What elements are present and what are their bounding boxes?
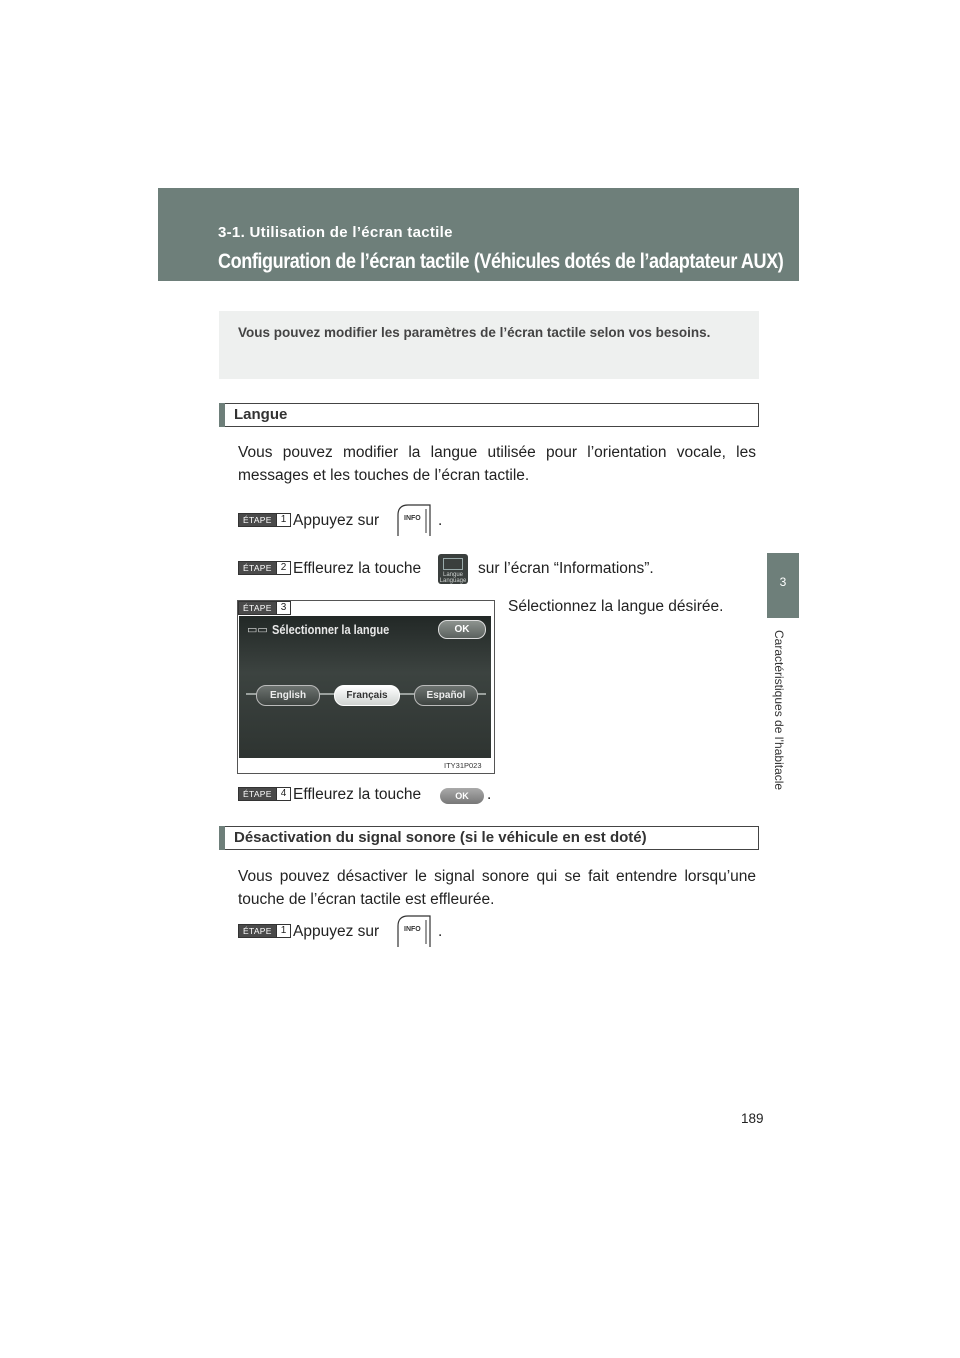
step-label: ÉTAPE	[239, 602, 276, 614]
chapter-caption: Caractéristiques de l’habitacle	[772, 630, 786, 791]
ok-button-icon: OK	[440, 788, 484, 804]
info-button-icon	[396, 503, 432, 537]
screen-title: Sélectionner la langue	[272, 622, 390, 637]
section-heading-signal: Désactivation du signal sonore (si le véhicule en est doté)	[234, 829, 647, 846]
section-heading-bar	[219, 403, 225, 427]
section-label: 3-1. Utilisation de l’écran tactile	[218, 224, 453, 241]
step-badge	[238, 924, 291, 938]
section-description-langue: Vous pouvez modifier la langue utilisée pour l’orientation vocale, les messages et les touches de l’écran tactile.	[238, 444, 756, 484]
step-label: ÉTAPE	[239, 514, 276, 526]
step-number: 2	[276, 562, 291, 574]
info-key-label: INFO	[404, 926, 421, 933]
screen-option-francais: Français	[334, 685, 400, 706]
screen-option-english: English	[256, 685, 320, 706]
step-badge	[238, 513, 291, 527]
language-key-label: Langue Language	[439, 572, 467, 584]
info-button-icon	[396, 914, 432, 948]
step-number: 4	[276, 788, 291, 800]
section-heading-langue: Langue	[234, 406, 288, 423]
step-label: ÉTAPE	[239, 925, 276, 937]
section-heading-box-langue	[219, 403, 759, 427]
page-number: 189	[741, 1111, 764, 1126]
step-text-end: .	[438, 512, 443, 529]
language-button-icon	[438, 554, 468, 584]
step-text: Appuyez sur	[293, 512, 380, 529]
step-text: Appuyez sur	[293, 923, 380, 940]
step-label: ÉTAPE	[239, 562, 276, 574]
language-key-graphic	[443, 558, 463, 570]
step-badge	[238, 601, 291, 615]
step-text-end: .	[438, 923, 443, 940]
info-key-label: INFO	[404, 515, 421, 522]
step-badge	[238, 787, 291, 801]
step-text: Sélectionnez la langue désirée.	[508, 598, 724, 615]
step-label: ÉTAPE	[239, 788, 276, 800]
step-number: 1	[276, 514, 291, 526]
section-heading-bar	[219, 826, 225, 850]
screen-option-espanol: Español	[414, 685, 478, 706]
step-text: Effleurez la touche	[293, 560, 422, 577]
section-description-signal: Vous pouvez désactiver le signal sonore qui se fait entendre lorsqu’une touche de l’écran tactile est effleurée.	[238, 868, 756, 908]
step-text-end: sur l’écran “Informations”.	[478, 560, 654, 577]
intro-text: Vous pouvez modifier les paramètres de l’écran tactile selon vos besoins.	[238, 325, 711, 340]
book-icon: ▭▭	[247, 624, 268, 636]
step-number: 1	[276, 925, 291, 937]
page-title: Configuration de l’écran tactile (Véhicules dotés de l’adaptateur AUX)	[218, 250, 784, 273]
chapter-tab-number: 3	[779, 575, 787, 589]
screenshot-code: ITY31P023	[444, 761, 482, 770]
step-text-end: .	[487, 786, 492, 803]
step-text: Effleurez la touche	[293, 786, 422, 803]
screen-ok-button: OK	[438, 620, 486, 639]
step-number: 3	[276, 602, 291, 614]
step-badge	[238, 561, 291, 575]
